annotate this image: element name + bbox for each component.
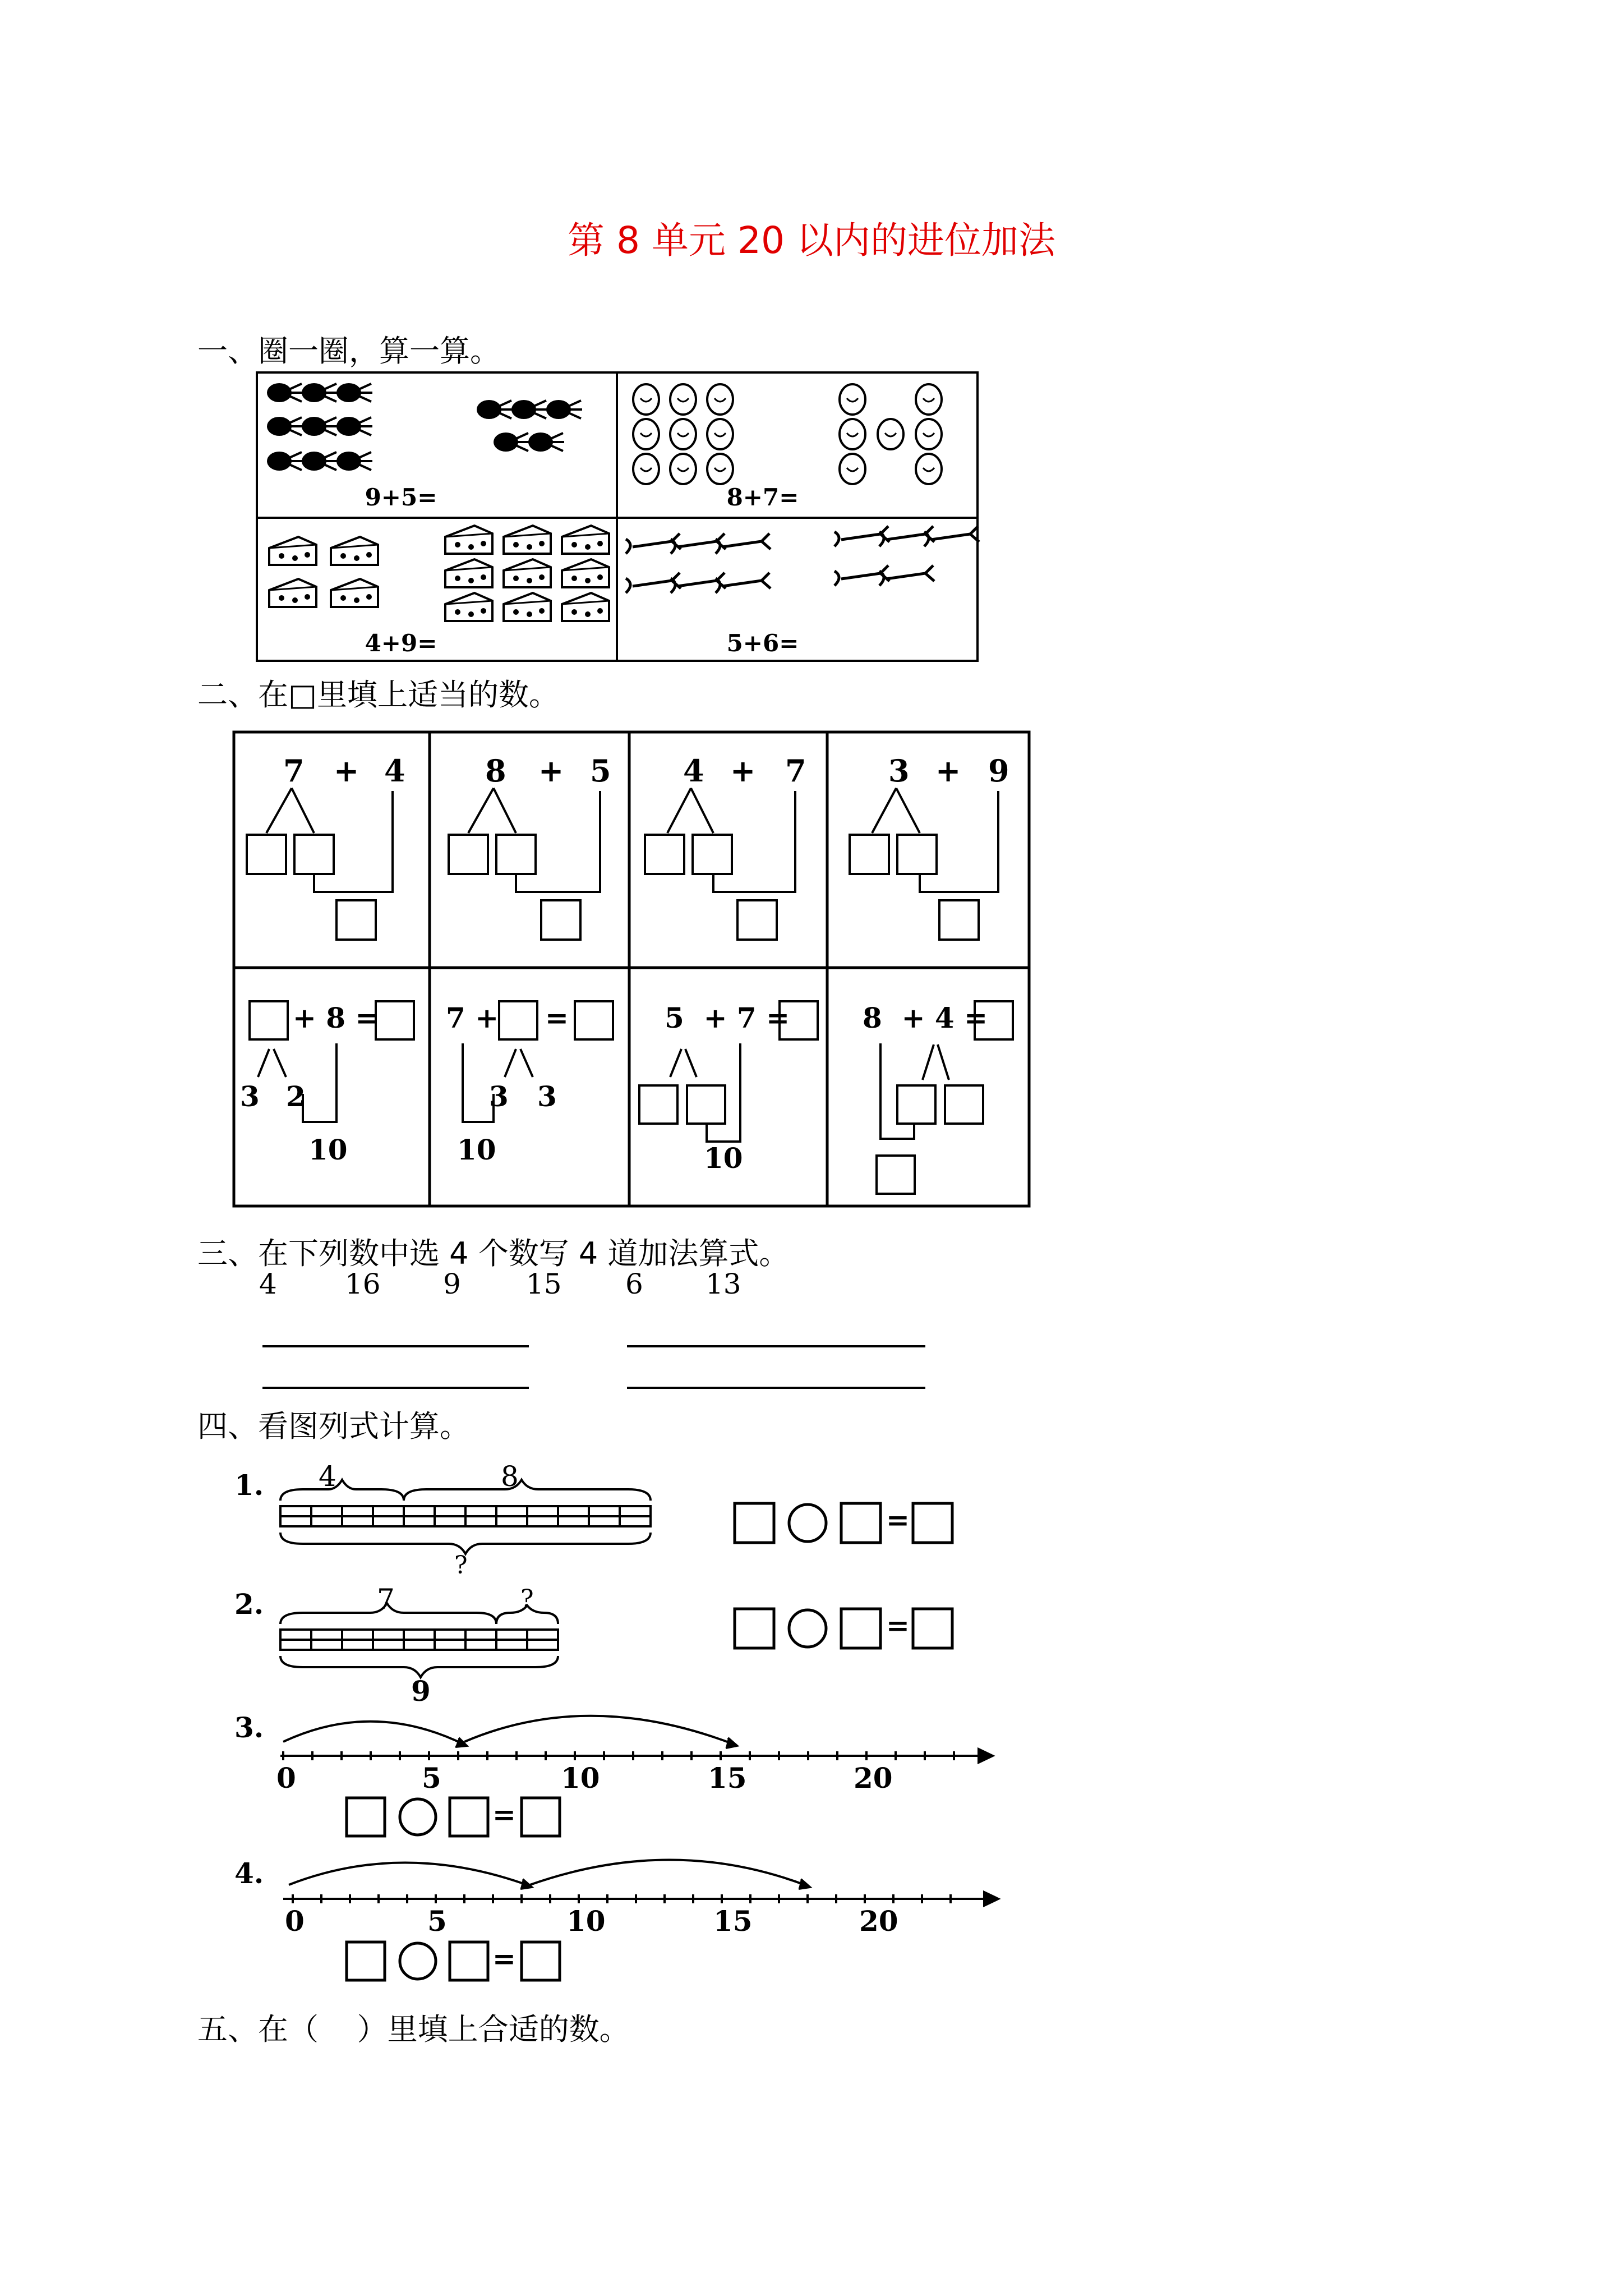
problem-4-tick: 5 — [427, 1904, 447, 1938]
section-3-heading: 三、在下列数中选 4 个数写 4 道加法算式。 — [197, 1236, 790, 1271]
problem-4-tick: 0 — [285, 1904, 305, 1938]
equation-pineapple: 9+5= — [365, 484, 437, 511]
choice-number: 9 — [443, 1268, 461, 1300]
top-1-a: 7 — [283, 753, 305, 789]
answer-line[interactable] — [262, 1387, 529, 1389]
top-2-a: 8 — [485, 753, 506, 789]
problem-3-tick: 20 — [854, 1761, 893, 1795]
problem-3-tick: 10 — [561, 1761, 600, 1795]
bottom-2-split-1: 3 — [489, 1080, 509, 1113]
problem-1-bottom: ? — [454, 1551, 468, 1580]
equation-wrench: 5+6= — [726, 629, 799, 657]
bottom-1-eq: + 8 = — [293, 1001, 379, 1034]
section-4-heading: 四、看图列式计算。 — [197, 1409, 470, 1444]
problem-4-number-line — [283, 1860, 998, 1906]
problem-1-equals: = — [886, 1503, 910, 1536]
bottom-2-eq-b: = — [545, 1001, 569, 1034]
problem-1-top-left: 4 — [319, 1460, 336, 1493]
top-4-op: + — [935, 753, 961, 789]
problem-4-answer — [347, 1942, 560, 1980]
problem-2-equals: = — [886, 1609, 910, 1642]
problem-1-top-right: 8 — [501, 1460, 519, 1493]
problem-3-tick: 0 — [276, 1761, 296, 1795]
bottom-1-ten: 10 — [308, 1133, 348, 1166]
bottom-1-split-2: 2 — [286, 1080, 306, 1113]
bottom-3-ten: 10 — [704, 1142, 743, 1175]
answer-line[interactable] — [627, 1345, 925, 1347]
problem-2-top-left: 7 — [377, 1583, 395, 1616]
choice-number: 16 — [345, 1268, 381, 1300]
cake-icon — [269, 526, 609, 621]
top-1-op: + — [334, 753, 359, 789]
problem-2-label: 2. — [234, 1588, 264, 1621]
answer-line[interactable] — [262, 1345, 529, 1347]
problem-3-number-line — [280, 1716, 993, 1763]
bottom-2-eq-a: 7 + — [446, 1001, 499, 1034]
answer-line[interactable] — [627, 1387, 925, 1389]
wrench-icon — [626, 526, 979, 593]
problem-3-label: 3. — [234, 1711, 264, 1744]
egg-icon — [633, 384, 942, 484]
problem-1-answer — [735, 1503, 952, 1543]
bottom-1-split-1: 3 — [240, 1080, 260, 1113]
section-1-heading: 一、圈一圈，算一算。 — [197, 333, 500, 369]
top-2-b: 5 — [590, 753, 611, 789]
problem-2-bar — [280, 1603, 558, 1677]
section-2-top-diagrams — [247, 788, 998, 940]
section-2-grid — [234, 732, 1029, 1206]
choice-number: 13 — [706, 1268, 741, 1300]
problem-4-equals: = — [492, 1942, 516, 1975]
bottom-2-ten: 10 — [457, 1133, 496, 1166]
problem-2-bottom: 9 — [411, 1674, 431, 1708]
choice-number: 6 — [625, 1268, 643, 1300]
top-2-op: + — [538, 753, 564, 789]
top-3-op: + — [730, 753, 756, 789]
section-2-heading: 二、在□里填上适当的数。 — [197, 677, 560, 712]
problem-3-equals: = — [492, 1798, 516, 1831]
problem-3-answer — [347, 1798, 560, 1836]
problem-4-label: 4. — [234, 1857, 264, 1890]
problem-3-tick: 5 — [422, 1761, 441, 1795]
pineapple-icon — [267, 383, 582, 471]
top-4-a: 3 — [888, 753, 910, 789]
top-1-b: 4 — [384, 753, 405, 789]
bottom-3-eq: 5 + 7 = — [665, 1001, 790, 1034]
choice-number: 4 — [259, 1268, 277, 1300]
top-3-a: 4 — [683, 753, 704, 789]
problem-4-tick: 15 — [713, 1904, 753, 1938]
equation-egg: 8+7= — [726, 484, 799, 511]
problem-2-top-right: ? — [520, 1585, 534, 1613]
section-5-heading: 五、在（ ）里填上合适的数。 — [197, 2012, 630, 2047]
choice-number: 15 — [526, 1268, 562, 1300]
page-title: 第 8 单元 20 以内的进位加法 — [568, 219, 1055, 262]
problem-2-answer — [735, 1609, 952, 1648]
bottom-4-eq: 8 + 4 = — [863, 1001, 988, 1034]
problem-4-tick: 10 — [566, 1904, 606, 1938]
equation-cake: 4+9= — [365, 629, 437, 657]
problem-3-tick: 15 — [708, 1761, 747, 1795]
top-3-b: 7 — [785, 753, 806, 789]
section-1-grid — [257, 372, 978, 661]
problem-1-label: 1. — [234, 1469, 264, 1502]
bottom-2-split-2: 3 — [537, 1080, 557, 1113]
top-4-b: 9 — [988, 753, 1009, 789]
problem-4-tick: 20 — [859, 1904, 898, 1938]
